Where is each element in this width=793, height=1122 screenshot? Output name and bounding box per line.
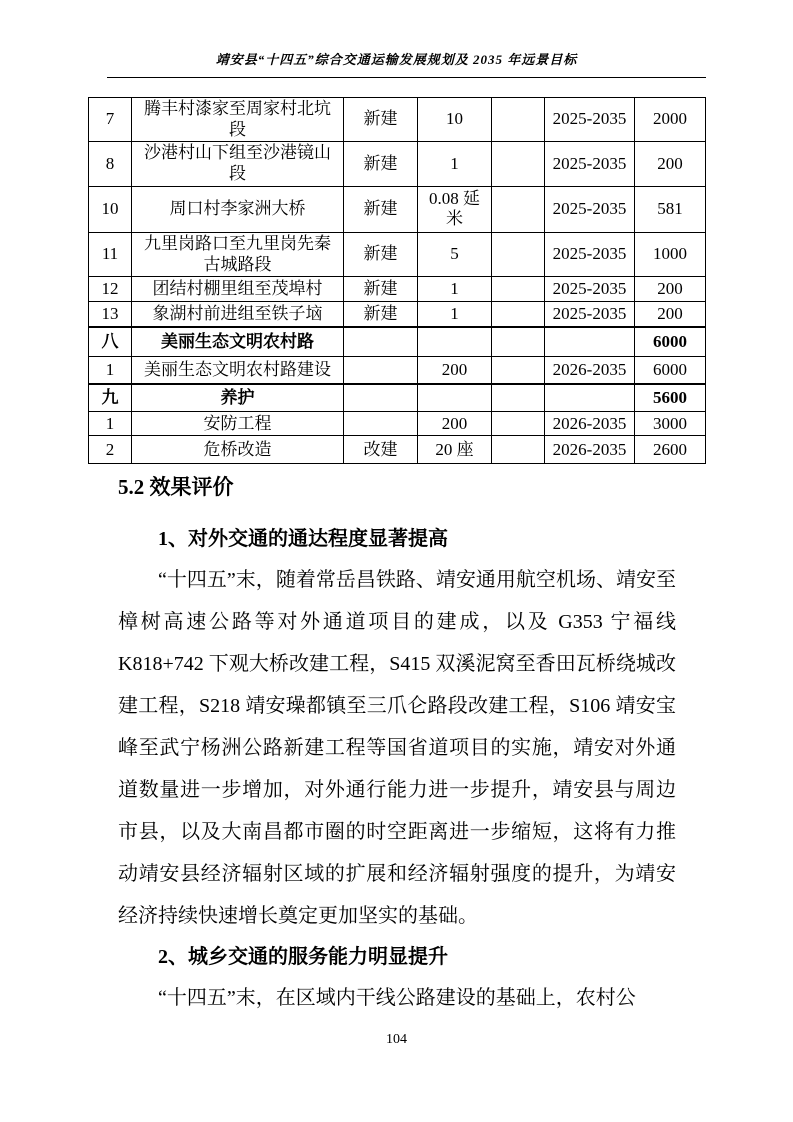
- cell-build-type: [344, 327, 418, 357]
- page-number: 104: [386, 1032, 407, 1047]
- cell-blank: [492, 357, 545, 384]
- cell-quantity: [418, 327, 492, 357]
- cell-amount: 200: [635, 142, 706, 186]
- body-text-block: [118, 461, 676, 1019]
- cell-period: 2026-2035: [545, 357, 635, 384]
- cell-build-type: 新建: [344, 98, 418, 142]
- cell-blank: [492, 186, 545, 232]
- cell-no: 12: [89, 277, 132, 302]
- cell-no: 2: [89, 436, 132, 464]
- table-row: [89, 142, 706, 186]
- cell-blank: [492, 142, 545, 186]
- running-header-rule: [107, 77, 706, 78]
- cell-project-name: 安防工程: [132, 412, 344, 436]
- cell-period: 2025-2035: [545, 277, 635, 302]
- cell-period: [545, 327, 635, 357]
- cell-quantity: 200: [418, 357, 492, 384]
- project-table: [88, 97, 706, 464]
- cell-no: 1: [89, 357, 132, 384]
- cell-project-name: 美丽生态文明农村路: [132, 327, 344, 357]
- cell-quantity: [418, 384, 492, 412]
- cell-amount: 581: [635, 186, 706, 232]
- cell-build-type: 新建: [344, 142, 418, 186]
- cell-period: 2025-2035: [545, 142, 635, 186]
- cell-blank: [492, 327, 545, 357]
- table-section-row: [89, 384, 706, 412]
- paragraph-1: “十四五”末，随着常岳昌铁路、靖安通用航空机场、靖安至樟树高速公路等对外通道项目的建成，以及 G353 宁福线 K818+742 下观大桥改建工程，S415 双溪泥窝至香田瓦桥绕城改建工程，S218 靖安璪都镇至三爪仑路段改建工程，S106 靖安宝峰至武宁杨洲公路新建工程等国省道项目的实施，靖安对外通道数量进一步增加，对外通行能力进一步提升，靖安县与周边市县，以及大南昌都市圈的时空距离进一步缩短，这将有力推动靖安县经济辐射区域的扩展和经济辐射强度的提升，为靖安经济持续快速增长奠定更加坚实的基础。: [118, 569, 676, 928]
- table-row: [89, 277, 706, 302]
- cell-quantity: 5: [418, 232, 492, 276]
- running-header-title: 靖安县“十四五”综合交通运输发展规划及 2035 年远景目标: [215, 52, 578, 67]
- cell-amount: 5600: [635, 384, 706, 412]
- cell-no: 九: [89, 384, 132, 412]
- cell-no: 13: [89, 302, 132, 327]
- cell-no: 8: [89, 142, 132, 186]
- cell-project-name: 沙港村山下组至沙港镜山段: [132, 142, 344, 186]
- table-row: [89, 302, 706, 327]
- section-title: 5.2 效果评价: [118, 475, 234, 499]
- cell-quantity: 1: [418, 142, 492, 186]
- cell-period: [545, 384, 635, 412]
- cell-blank: [492, 302, 545, 327]
- subsection-2-title: 2、城乡交通的服务能力明显提升: [158, 946, 448, 969]
- cell-blank: [492, 412, 545, 436]
- cell-blank: [492, 277, 545, 302]
- cell-build-type: [344, 412, 418, 436]
- cell-project-name: 团结村棚里组至茂埠村: [132, 277, 344, 302]
- cell-build-type: [344, 384, 418, 412]
- cell-amount: 200: [635, 302, 706, 327]
- cell-amount: 2600: [635, 436, 706, 464]
- cell-project-name: 九里岗路口至九里岗先秦古城路段: [132, 232, 344, 276]
- cell-period: 2025-2035: [545, 232, 635, 276]
- cell-build-type: [344, 357, 418, 384]
- cell-amount: 1000: [635, 232, 706, 276]
- cell-project-name: 周口村李家洲大桥: [132, 186, 344, 232]
- cell-build-type: 新建: [344, 232, 418, 276]
- cell-project-name: 腾丰村漆家至周家村北坑段: [132, 98, 344, 142]
- cell-period: 2025-2035: [545, 186, 635, 232]
- cell-blank: [492, 384, 545, 412]
- cell-amount: 2000: [635, 98, 706, 142]
- cell-build-type: 新建: [344, 302, 418, 327]
- cell-quantity: 1: [418, 277, 492, 302]
- cell-period: 2026-2035: [545, 436, 635, 464]
- cell-quantity: 0.08 延米: [418, 186, 492, 232]
- cell-blank: [492, 436, 545, 464]
- cell-project-name: 危桥改造: [132, 436, 344, 464]
- cell-quantity: 20 座: [418, 436, 492, 464]
- cell-no: 7: [89, 98, 132, 142]
- cell-period: 2025-2035: [545, 302, 635, 327]
- table-row: [89, 357, 706, 384]
- paragraph-2: “十四五”末，在区域内干线公路建设的基础上，农村公: [158, 987, 636, 1010]
- cell-period: 2025-2035: [545, 98, 635, 142]
- table-row: [89, 436, 706, 464]
- cell-project-name: 象湖村前进组至铁子垴: [132, 302, 344, 327]
- cell-amount: 6000: [635, 327, 706, 357]
- cell-no: 11: [89, 232, 132, 276]
- cell-project-name: 美丽生态文明农村路建设: [132, 357, 344, 384]
- cell-quantity: 1: [418, 302, 492, 327]
- cell-build-type: 新建: [344, 186, 418, 232]
- table-section-row: [89, 327, 706, 357]
- subsection-1-title: 1、对外交通的通达程度显著提高: [158, 528, 448, 551]
- cell-amount: 200: [635, 277, 706, 302]
- cell-quantity: 200: [418, 412, 492, 436]
- cell-no: 10: [89, 186, 132, 232]
- table-row: [89, 232, 706, 276]
- cell-no: 八: [89, 327, 132, 357]
- cell-build-type: 改建: [344, 436, 418, 464]
- cell-quantity: 10: [418, 98, 492, 142]
- cell-blank: [492, 98, 545, 142]
- table-row: [89, 412, 706, 436]
- table-row: [89, 186, 706, 232]
- cell-project-name: 养护: [132, 384, 344, 412]
- cell-blank: [492, 232, 545, 276]
- table-row: [89, 98, 706, 142]
- cell-amount: 3000: [635, 412, 706, 436]
- cell-no: 1: [89, 412, 132, 436]
- cell-amount: 6000: [635, 357, 706, 384]
- cell-period: 2026-2035: [545, 412, 635, 436]
- cell-build-type: 新建: [344, 277, 418, 302]
